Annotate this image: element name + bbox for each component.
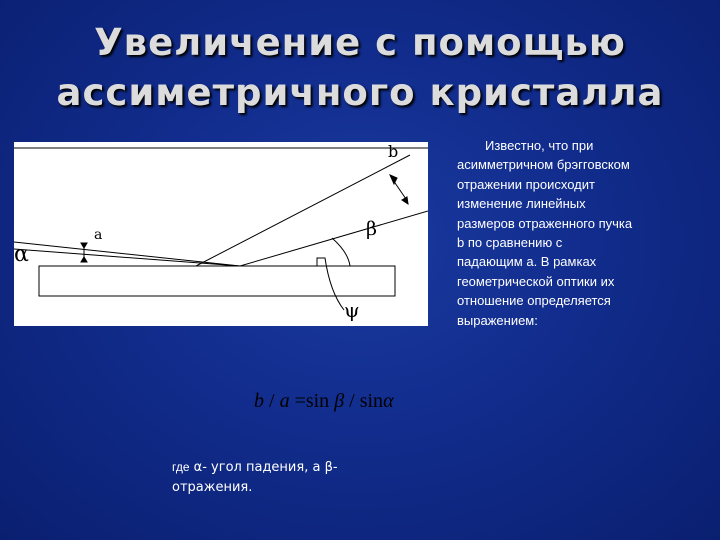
crystal-block (39, 266, 395, 296)
footnote-line-2: отражения. (172, 480, 253, 495)
incident-beam-lower (14, 249, 240, 266)
ratio-formula (254, 390, 394, 413)
footnote-alpha: α (193, 460, 203, 475)
a-label: a (94, 227, 103, 243)
title-line-2: ассиметричного кристалла (56, 71, 664, 114)
formula-alpha: α (383, 390, 394, 412)
footnote-part2: - (332, 460, 338, 475)
psi-label: ψ (344, 298, 360, 322)
width-marker-a-arrow-bottom (81, 257, 87, 262)
beta-label: β (366, 218, 377, 240)
formula-a: a (279, 390, 290, 412)
description-line: отражении происходит (457, 176, 595, 192)
formula-slash: / (349, 390, 355, 412)
footnote-prefix: где (172, 460, 190, 474)
formula-b: b (254, 390, 264, 412)
footnote-line-1 (172, 457, 432, 478)
b-label: b (388, 142, 399, 161)
description-line: выражением: (457, 312, 538, 328)
alpha-label: α (14, 242, 29, 267)
footnote-part1: - угол падения, а (202, 460, 321, 475)
crystal-diagram (14, 142, 428, 326)
reflected-beam-lower (240, 211, 428, 266)
description-line: геометрической оптики их (457, 273, 615, 289)
formula-sin: sin (359, 390, 384, 412)
width-marker-a-arrow-top (81, 243, 87, 248)
formula-sin: sin (305, 390, 330, 412)
slide-title (0, 18, 720, 118)
width-marker-b-arrow-top (390, 175, 397, 184)
description-line: падающим a. В рамках (457, 254, 597, 270)
description-line: асимметричном брэгговском (457, 157, 630, 173)
description-line: b по сравнению с (457, 235, 563, 251)
description-line: изменение линейных (457, 196, 586, 212)
formula-slash: / (269, 390, 275, 412)
description-line: размеров отраженного пучка (457, 215, 633, 231)
footnote-text (172, 457, 432, 498)
title-line-1: Увеличение с помощью (94, 21, 626, 64)
width-marker-b-arrow-bottom (402, 197, 408, 204)
beta-angle-arc (332, 238, 350, 266)
description-line: отношение определяется (457, 293, 611, 309)
formula-beta: β (334, 390, 345, 412)
description-text (457, 136, 707, 330)
description-line: Известно, что при (485, 138, 594, 153)
incident-beam-upper (14, 242, 240, 266)
formula-equals: = (294, 390, 306, 412)
reflected-beam-upper (196, 155, 410, 266)
footnote-beta: β (324, 460, 333, 475)
